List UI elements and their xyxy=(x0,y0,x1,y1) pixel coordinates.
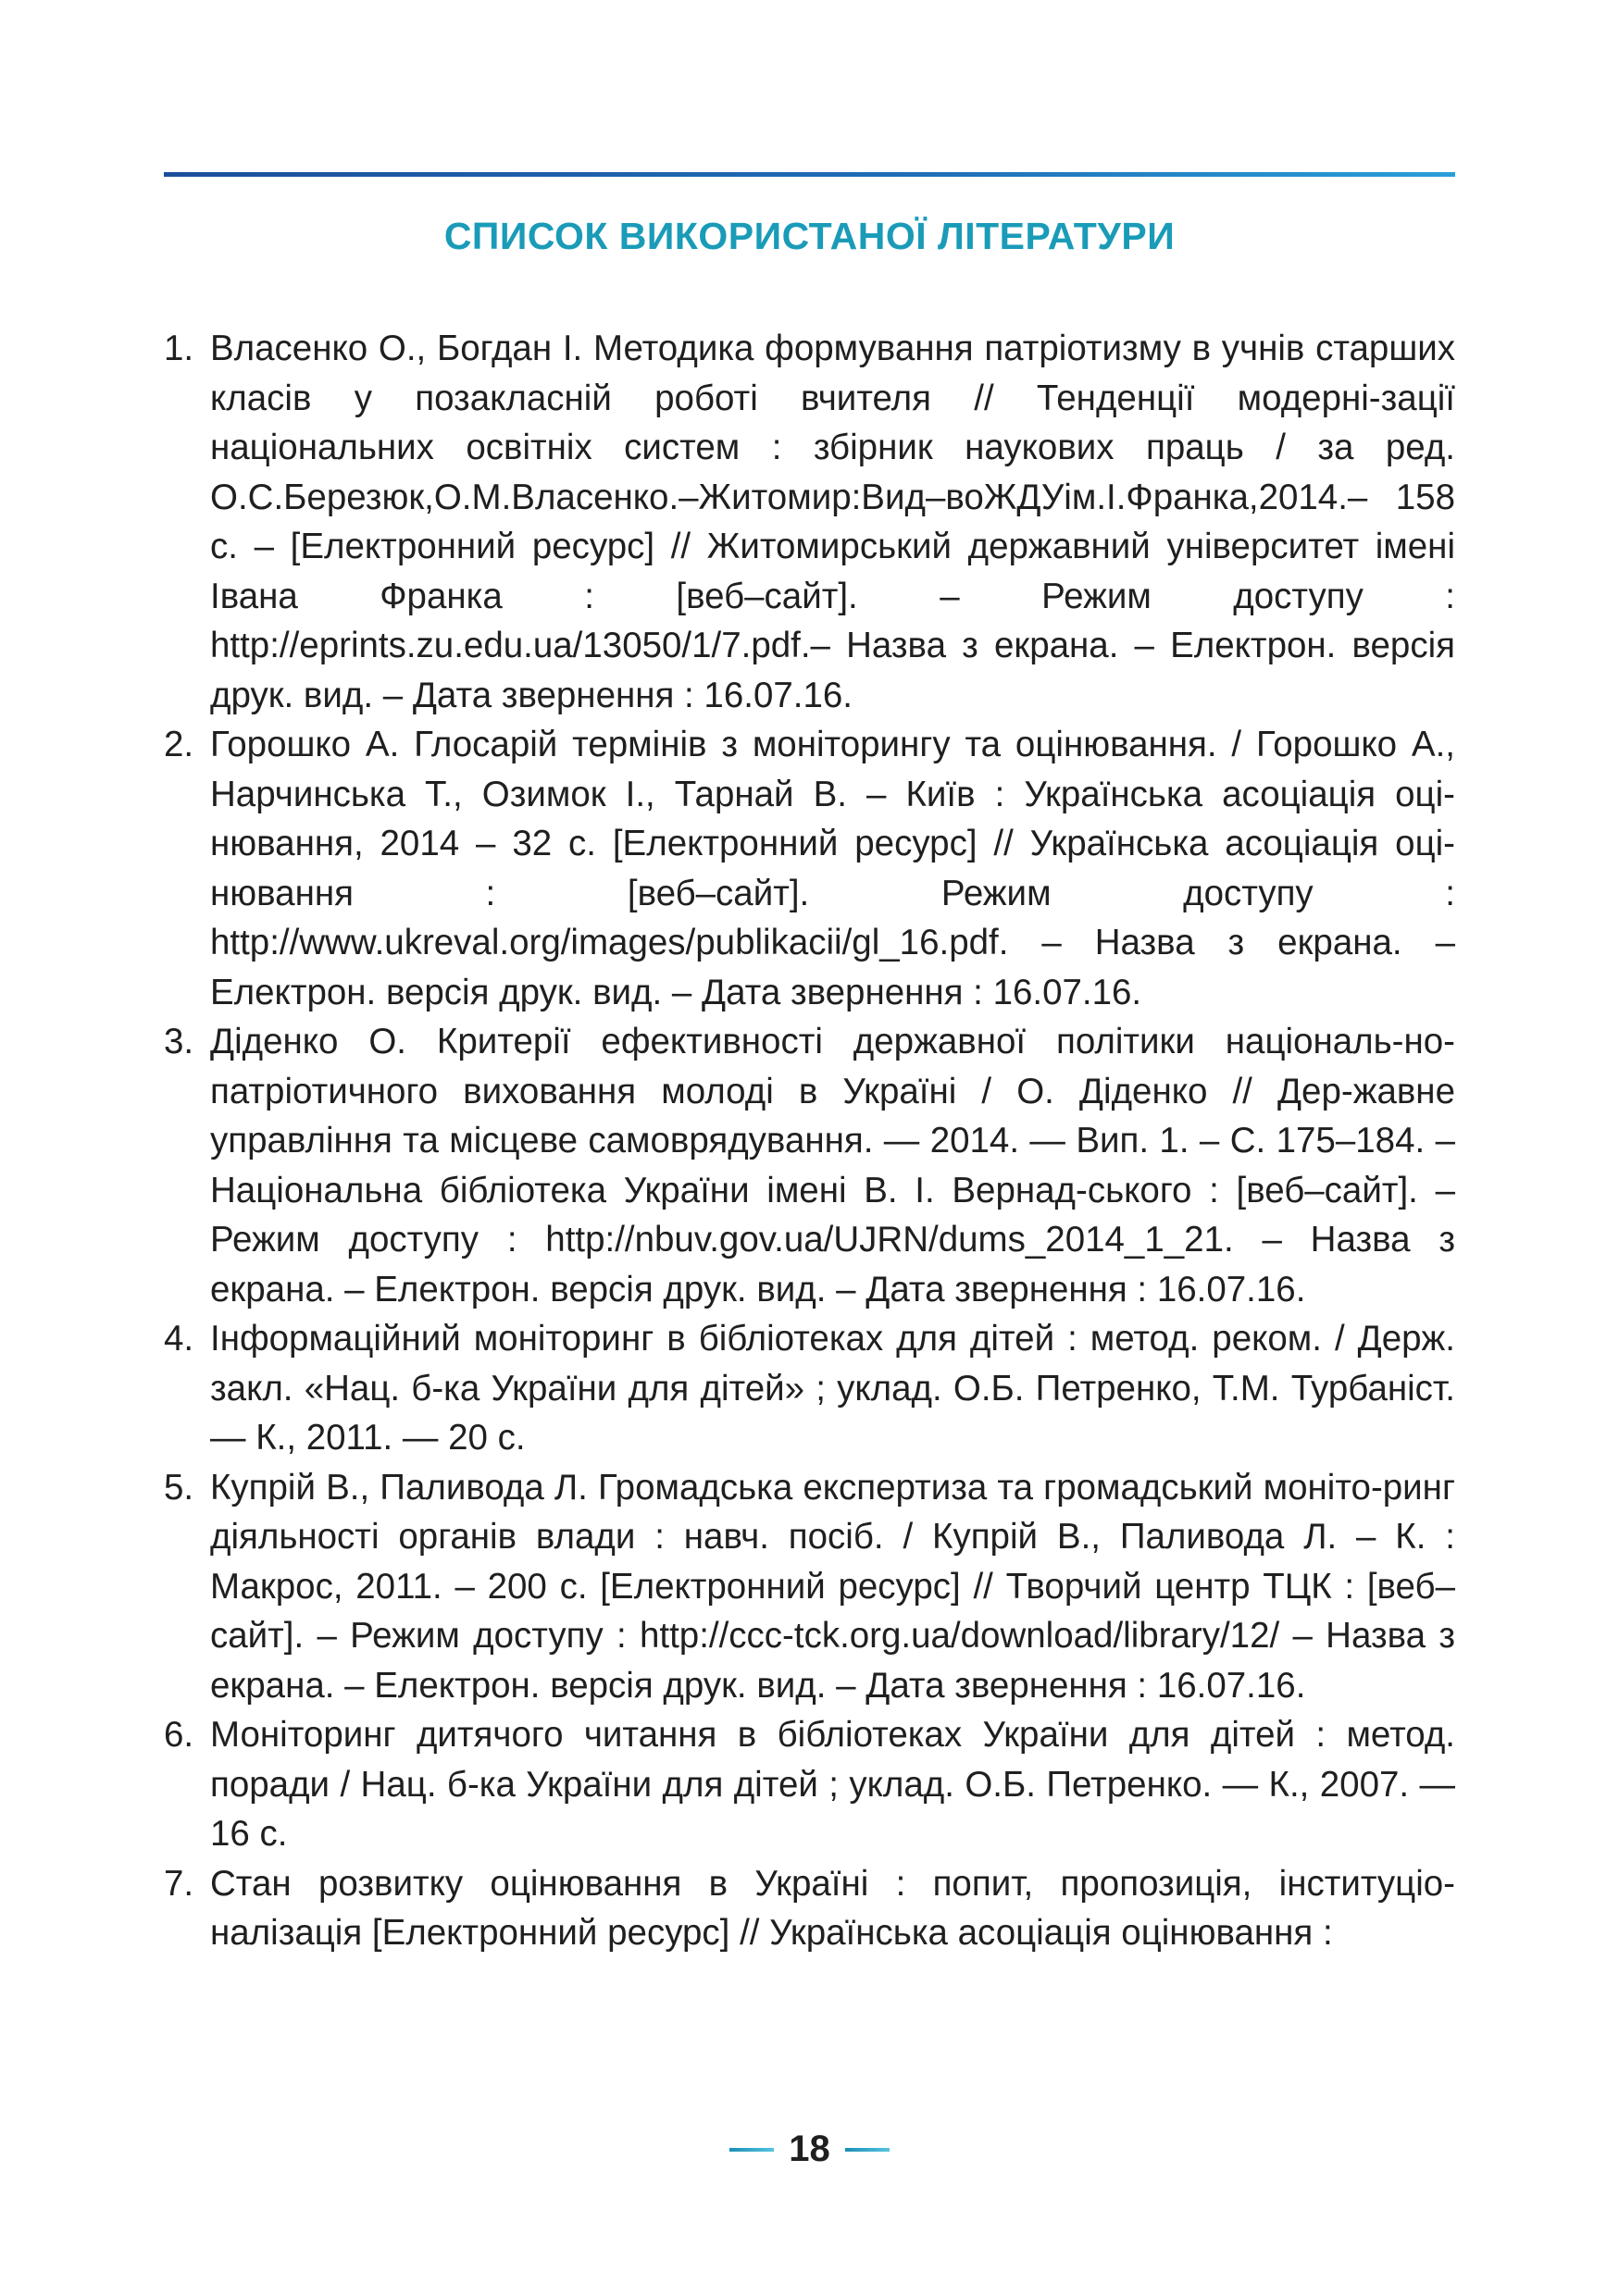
reference-text: Моніторинг дитячого читання в бібліотеках України для дітей : метод. поради / Нац. б-ка України для дітей ; уклад. О.Б. Петренко. — К., 2007. — 16 с. xyxy=(210,1715,1455,1854)
reference-item-5 xyxy=(164,1463,1455,1711)
reference-text: Інформаційний моніторинг в бібліотеках для дітей : метод. реком. / Держ. закл. «Нац. б-ка України для дітей» ; уклад. О.Б. Петренко, Т.М. Турбаніст. — К., 2011. — 20 с. xyxy=(210,1319,1455,1458)
reference-number: 5. xyxy=(164,1467,194,1508)
reference-number: 4. xyxy=(164,1319,194,1359)
reference-text: Горошко А. Глосарій термінів з моніторингу та оцінювання. / Горошко А., Нарчинська Т., Озимок І., Тарнай В. – Київ : Українська асоціація оці-нювання, 2014 – 32 с. [Електронний ресурс] // Українська асоціація оці-нювання : [веб–сайт]. Режим доступу : http://www.ukreval.org/images/publikacii/gl_16.pdf. – Назва з екрана. – Електрон. версія друк. вид. – Дата звернення : 16.07.16. xyxy=(210,725,1455,1012)
reference-item-6 xyxy=(164,1710,1455,1859)
reference-number: 3. xyxy=(164,1022,194,1061)
page-footer xyxy=(0,2128,1619,2170)
reference-list xyxy=(164,324,1455,1958)
reference-text: Купрій В., Паливода Л. Громадська експертиза та громадський моніто-ринг діяльності органів влади : навч. посіб. / Купрій В., Паливода Л. – К. : Макрос, 2011. – 200 с. [Електронний ресурс] // Творчий центр ТЦК : [веб–сайт]. – Режим доступу : http://ccc-tck.org.ua/download/library/12/ – Назва з екрана. – Електрон. версія друк. вид. – Дата звернення : 16.07.16. xyxy=(210,1467,1455,1706)
reference-text: Стан розвитку оцінювання в Україні : попит, пропозиція, інституціо-налізація [Електронний ресурс] // Українська асоціація оцінювання : xyxy=(210,1863,1455,1953)
reference-text: Власенко О., Богдан І. Методика формування патріотизму в учнів старших класів у позакласній роботі вчителя // Тенденції модерні-зації національних освітніх систем : збірник наукових праць / за ред. О.С.Березюк,О.М.Власенко.–Житомир:Вид–воЖДУім.І.Франка,2014.– 158 с. – [Електронний ресурс] // Житомирський державний університет імені Івана Франка : [веб–сайт]. – Режим доступу : http://eprints.zu.edu.ua/13050/1/7.pdf.– Назва з екрана. – Електрон. версія друк. вид. – Дата звернення : 16.07.16. xyxy=(210,329,1455,715)
reference-number: 7. xyxy=(164,1863,194,1904)
reference-item-4 xyxy=(164,1314,1455,1463)
reference-number: 2. xyxy=(164,725,194,764)
page-number: 18 xyxy=(789,2128,830,2169)
reference-item-3 xyxy=(164,1017,1455,1314)
reference-number: 6. xyxy=(164,1715,194,1755)
reference-number: 1. xyxy=(164,329,194,368)
reference-text: Діденко О. Критерії ефективності державної політики національ-но-патріотичного виховання молоді в Україні / О. Діденко // Дер-жавне управління та місцеве самоврядування. — 2014. — Вип. 1. – С. 175–184. – Національна бібліотека України імені В. І. Вернад-ського : [веб–сайт]. – Режим доступу : http://nbuv.gov.ua/UJRN/dums_2014_1_21. – Назва з екрана. – Електрон. версія друк. вид. – Дата звернення : 16.07.16. xyxy=(210,1022,1455,1309)
top-rule xyxy=(164,172,1455,177)
reference-item-1 xyxy=(164,324,1455,720)
footer-line-right xyxy=(845,2148,890,2152)
reference-item-2 xyxy=(164,720,1455,1017)
page-title: СПИСОК ВИКОРИСТАНОЇ ЛІТЕРАТУРИ xyxy=(443,215,1176,257)
reference-item-7 xyxy=(164,1859,1455,1958)
footer-line-left xyxy=(729,2148,774,2152)
